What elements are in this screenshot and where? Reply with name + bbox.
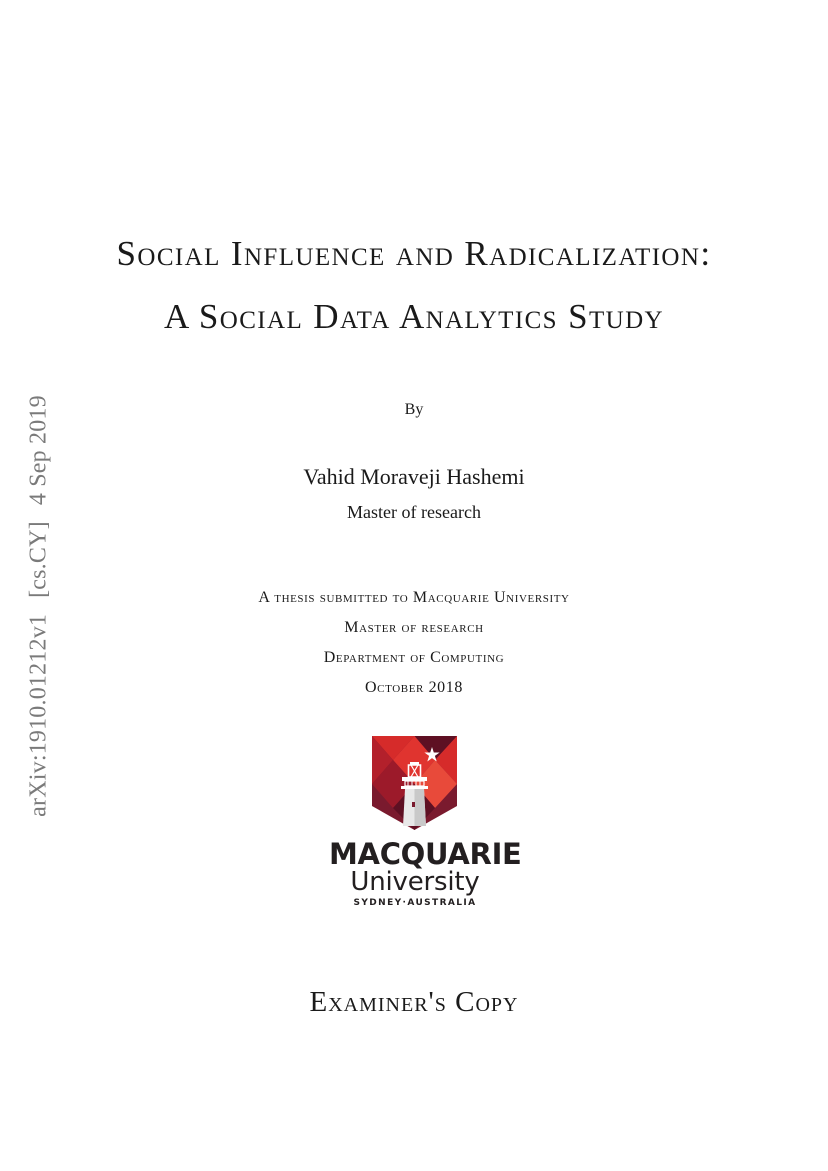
macquarie-university-logo xyxy=(329,736,522,914)
submission-degree: Master of research xyxy=(344,619,484,636)
examiners-copy-label: Examiner's Copy xyxy=(309,986,519,1018)
arxiv-category: [cs.CY] xyxy=(25,521,52,598)
arxiv-id: arXiv:1910.01212v1 xyxy=(25,613,52,817)
author-name: Vahid Moraveji Hashemi xyxy=(303,464,525,489)
thesis-title-line-2: A Social Data Analytics Study xyxy=(163,297,665,336)
by-label: By xyxy=(404,401,424,418)
logo-macquarie-wordmark: MACQUARIE xyxy=(329,837,522,871)
thesis-title-line-1: Social Influence and Radicalization: xyxy=(116,234,712,273)
arxiv-date: 4 Sep 2019 xyxy=(25,395,52,506)
degree-name: Master of research xyxy=(347,502,481,522)
arxiv-identifier-stamp xyxy=(26,395,53,817)
submission-date: October 2018 xyxy=(365,679,463,696)
logo-location-text: SYDNEY·AUSTRALIA xyxy=(353,898,477,908)
lighthouse-shield-icon xyxy=(372,736,457,830)
submission-department: Department of Computing xyxy=(323,649,505,666)
logo-university-wordmark: University xyxy=(350,867,480,897)
submission-statement: A thesis submitted to Macquarie University xyxy=(258,589,570,606)
